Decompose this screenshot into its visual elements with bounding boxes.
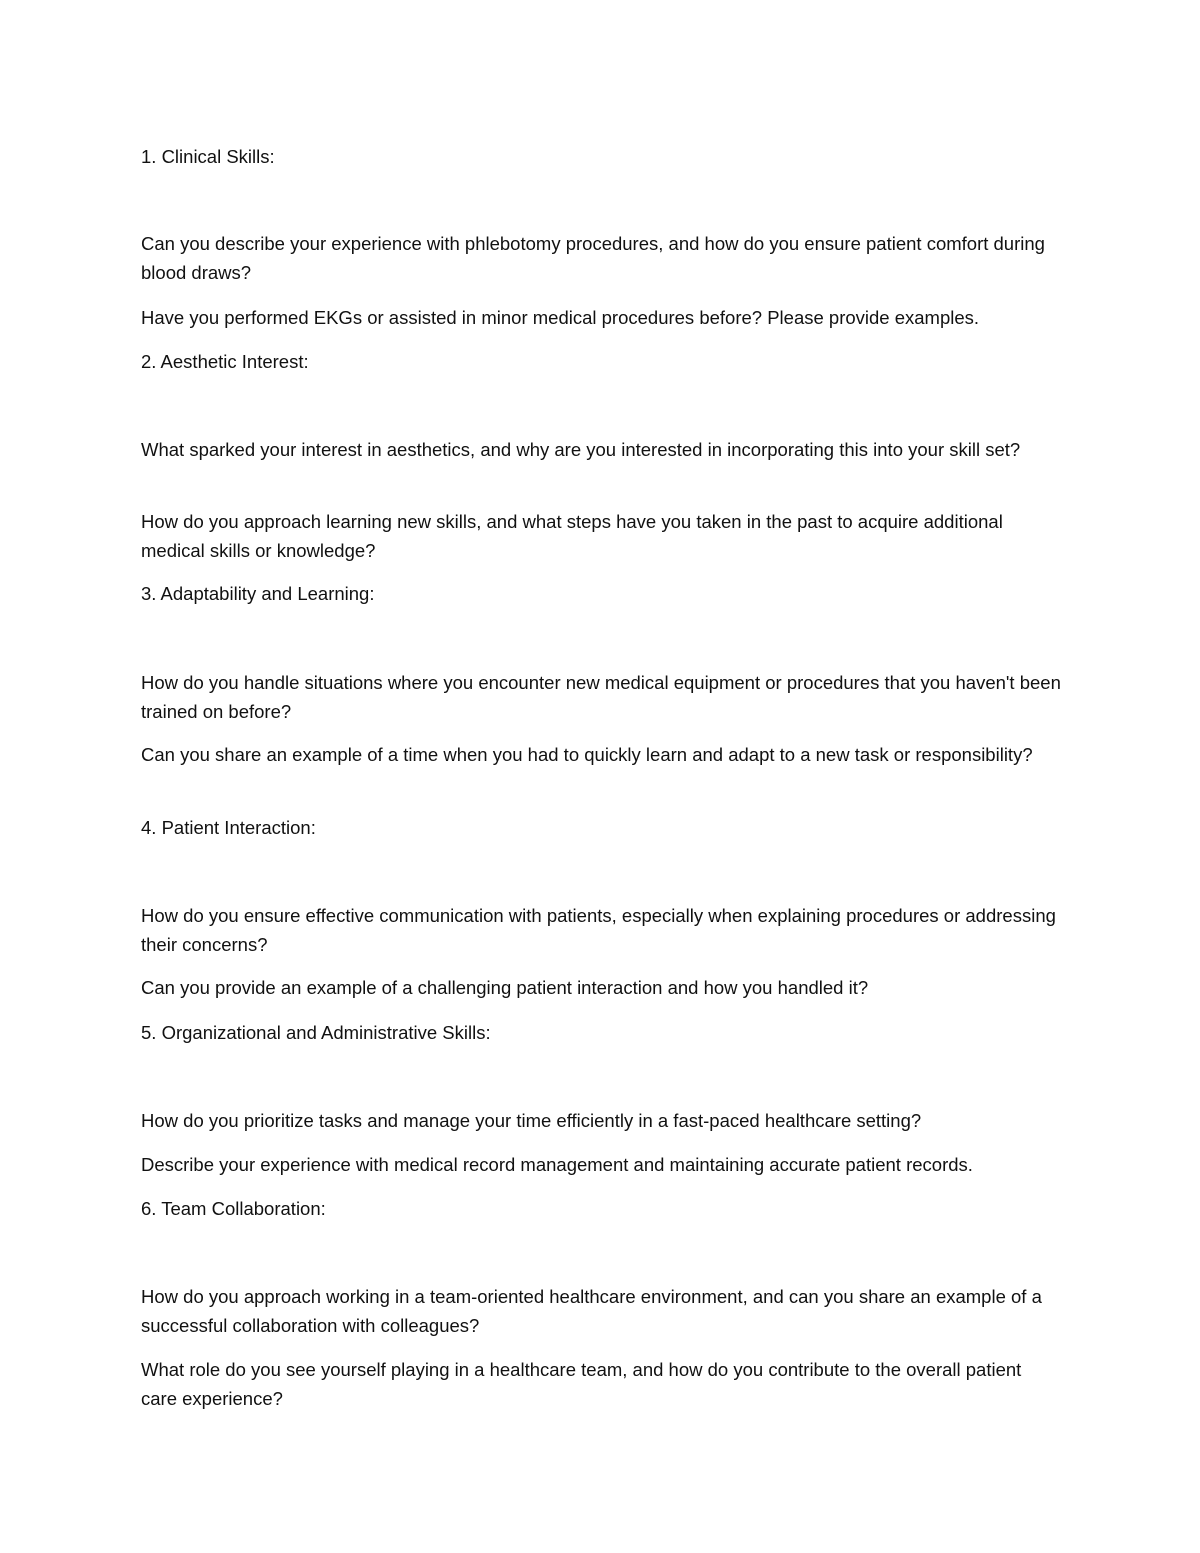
section-title-organizational-administrative: 5. Organizational and Administrative Skills: xyxy=(141,1022,491,1043)
question-text: Describe your experience with medical record management and maintaining accurate patient records. xyxy=(141,1154,973,1175)
section-title-team-collaboration: 6. Team Collaboration: xyxy=(141,1198,326,1219)
section-title-patient-interaction: 4. Patient Interaction: xyxy=(141,817,316,838)
question-text: How do you prioritize tasks and manage your time efficiently in a fast-paced healthcare setting? xyxy=(141,1110,922,1131)
question-text: Can you describe your experience with phlebotomy procedures, and how do you ensure patient comfort during blood draws? xyxy=(141,233,1045,283)
question-text: How do you approach working in a team-oriented healthcare environment, and can you share an example of a successful collaboration with colleagues? xyxy=(141,1286,1042,1336)
question-text: How do you ensure effective communication with patients, especially when explaining procedures or addressing their concerns? xyxy=(141,905,1056,955)
question-text: How do you handle situations where you encounter new medical equipment or procedures that you haven't been trained on before? xyxy=(141,672,1061,722)
section-title-clinical-skills: 1. Clinical Skills: xyxy=(141,146,275,167)
question-text: Can you provide an example of a challenging patient interaction and how you handled it? xyxy=(141,977,869,998)
question-text: Have you performed EKGs or assisted in minor medical procedures before? Please provide examples. xyxy=(141,307,980,328)
question-text: What role do you see yourself playing in a healthcare team, and how do you contribute to the overall patient care experience? xyxy=(141,1359,1022,1409)
question-text: What sparked your interest in aesthetics, and why are you interested in incorporating this into your skill set? xyxy=(141,439,1021,460)
question-text: How do you approach learning new skills, and what steps have you taken in the past to acquire additional medical skills or knowledge? xyxy=(141,511,1003,561)
section-title-aesthetic-interest: 2. Aesthetic Interest: xyxy=(141,351,309,372)
question-text: Can you share an example of a time when you had to quickly learn and adapt to a new task or responsibility? xyxy=(141,744,1033,765)
section-title-adaptability-learning: 3. Adaptability and Learning: xyxy=(141,583,375,604)
